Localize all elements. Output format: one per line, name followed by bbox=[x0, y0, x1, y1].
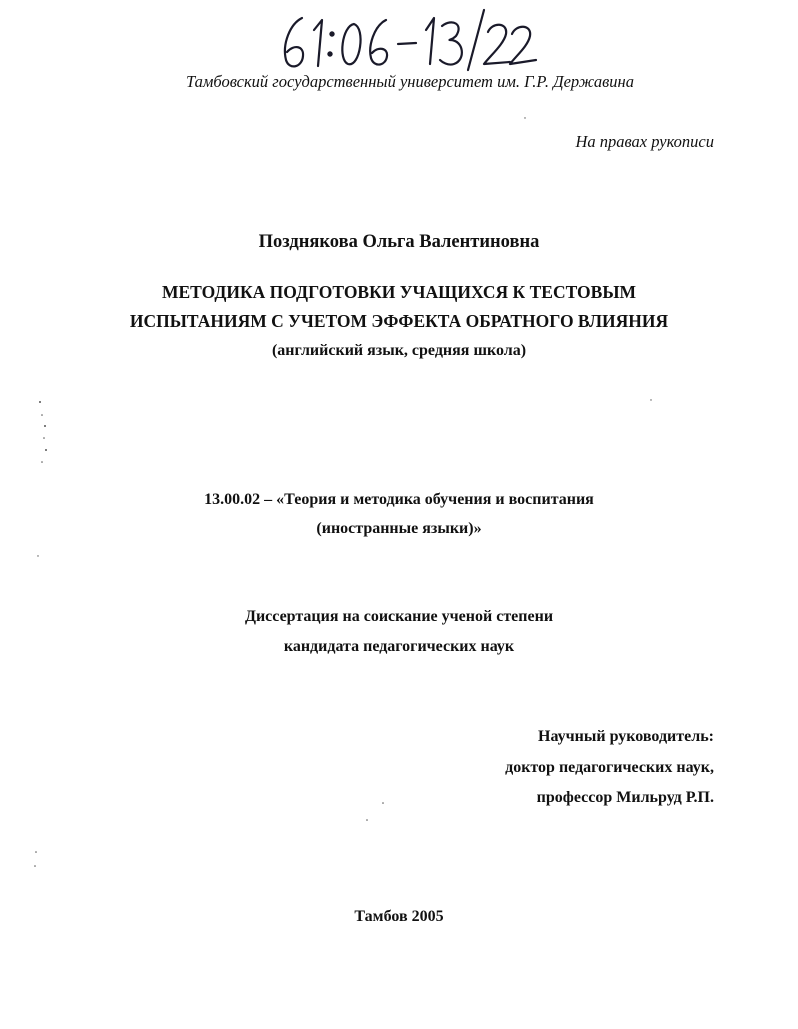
rights-note: На правах рукописи bbox=[575, 132, 714, 151]
supervisor-name: профессор Мильруд Р.П. bbox=[536, 789, 714, 806]
author-name: Позднякова Ольга Валентиновна bbox=[258, 232, 540, 252]
title-subtitle: (английский язык, средняя школа) bbox=[271, 342, 527, 359]
supervisor-degree: доктор педагогических наук, bbox=[505, 759, 714, 776]
handwritten-code-drawing bbox=[270, 4, 540, 74]
specialty-line-1: 13.00.02 – «Теория и методика обучения и воспитания bbox=[204, 491, 594, 508]
handwritten-library-code bbox=[270, 4, 540, 74]
university-name: Тамбовский государственный университет им. Г.Р. Державина bbox=[186, 72, 634, 91]
specialty-line-2: (иностранные языки)» bbox=[316, 520, 482, 537]
city-year: Тамбов 2005 bbox=[354, 908, 444, 925]
degree-line-2: кандидата педагогических наук bbox=[283, 638, 515, 655]
title-line-1: МЕТОДИКА ПОДГОТОВКИ УЧАЩИХСЯ К ТЕСТОВЫМ bbox=[161, 282, 637, 302]
degree-line-1: Диссертация на соискание ученой степени bbox=[244, 608, 554, 625]
supervisor-label: Научный руководитель: bbox=[538, 728, 714, 745]
title-line-2: ИСПЫТАНИЯМ С УЧЕТОМ ЭФФЕКТА ОБРАТНОГО ВЛИЯНИЯ bbox=[129, 311, 669, 331]
